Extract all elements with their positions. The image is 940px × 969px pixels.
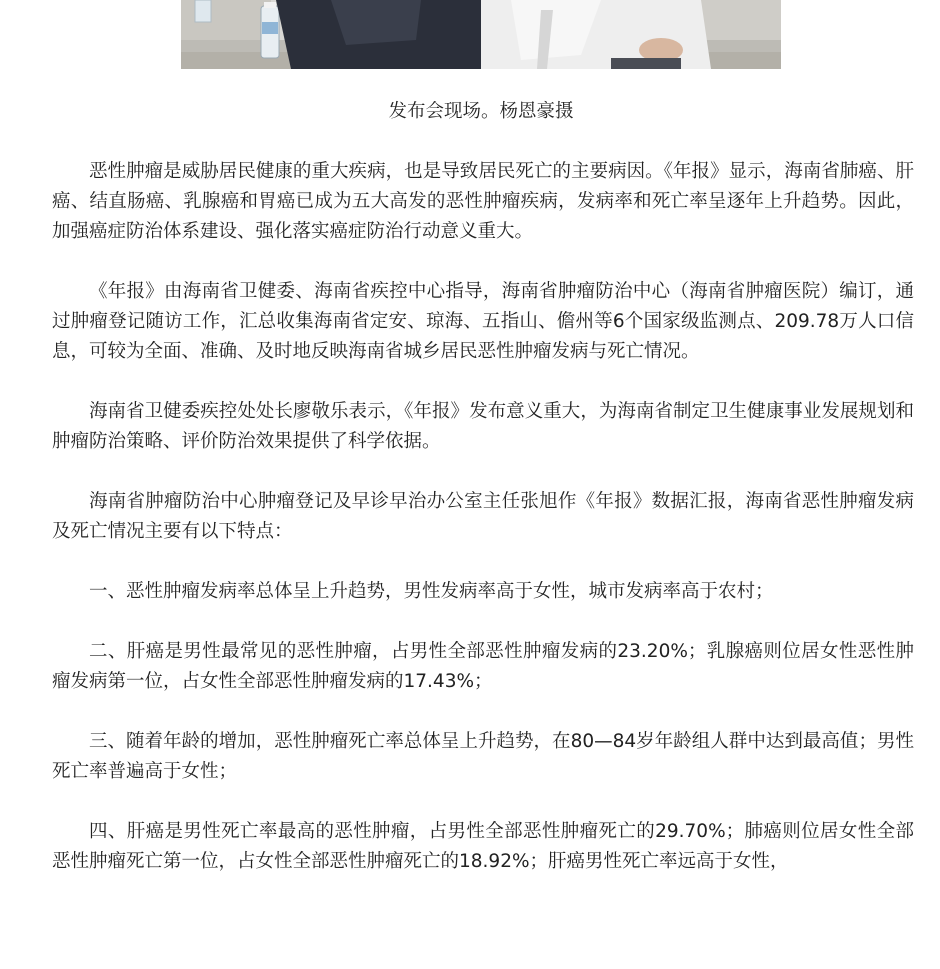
- paragraph-feature-3: 三、随着年龄的增加，恶性肿瘤死亡率总体呈上升趋势，在80—84岁年龄组人群中达到最高值；男性死亡率普遍高于女性；: [52, 731, 914, 782]
- paragraph-data-report-intro: 海南省肿瘤防治中心肿瘤登记及早诊早治办公室主任张旭作《年报》数据汇报，海南省恶性肿瘤发病及死亡情况主要有以下特点：: [52, 491, 914, 542]
- paragraph-feature-1: 一、恶性肿瘤发病率总体呈上升趋势，男性发病率高于女性，城市发病率高于农村；: [89, 581, 774, 602]
- paragraph-annual-report-source: 《年报》由海南省卫健委、海南省疾控中心指导，海南省肿瘤防治中心（海南省肿瘤医院）编订，通过肿瘤登记随访工作，汇总收集海南省定安、琼海、五指山、儋州等6个国家级监测点、209.78万人口信息，可较为全面、准确、及时地反映海南省城乡居民恶性肿瘤发病与死亡情况。: [52, 281, 914, 362]
- paragraph-feature-4: 四、肝癌是男性死亡率最高的恶性肿瘤，占男性全部恶性肿瘤死亡的29.70%；肺癌则位居女性全部恶性肿瘤死亡第一位，占女性全部恶性肿瘤死亡的18.92%；肝癌男性死亡率远高于女性，: [52, 821, 914, 872]
- photo-caption: 发布会现场。杨恩豪摄: [388, 101, 574, 122]
- article-body: [52, 157, 914, 907]
- press-conference-photo: [181, 0, 781, 69]
- paragraph-cancer-burden: 恶性肿瘤是威胁居民健康的重大疾病，也是导致居民死亡的主要病因。《年报》显示，海南省肺癌、肝癌、结直肠癌、乳腺癌和胃癌已成为五大高发的恶性肿瘤疾病，发病率和死亡率呈逐年上升趋势。因此，加强癌症防治体系建设、强化落实癌症防治行动意义重大。: [52, 161, 914, 242]
- paragraph-feature-2: 二、肝癌是男性最常见的恶性肿瘤，占男性全部恶性肿瘤发病的23.20%；乳腺癌则位居女性恶性肿瘤发病第一位，占女性全部恶性肿瘤发病的17.43%；: [52, 641, 914, 692]
- photo-illustration: [181, 0, 781, 69]
- paragraph-official-statement: 海南省卫健委疾控处处长廖敬乐表示，《年报》发布意义重大，为海南省制定卫生健康事业发展规划和肿瘤防治策略、评价防治效果提供了科学依据。: [52, 401, 914, 452]
